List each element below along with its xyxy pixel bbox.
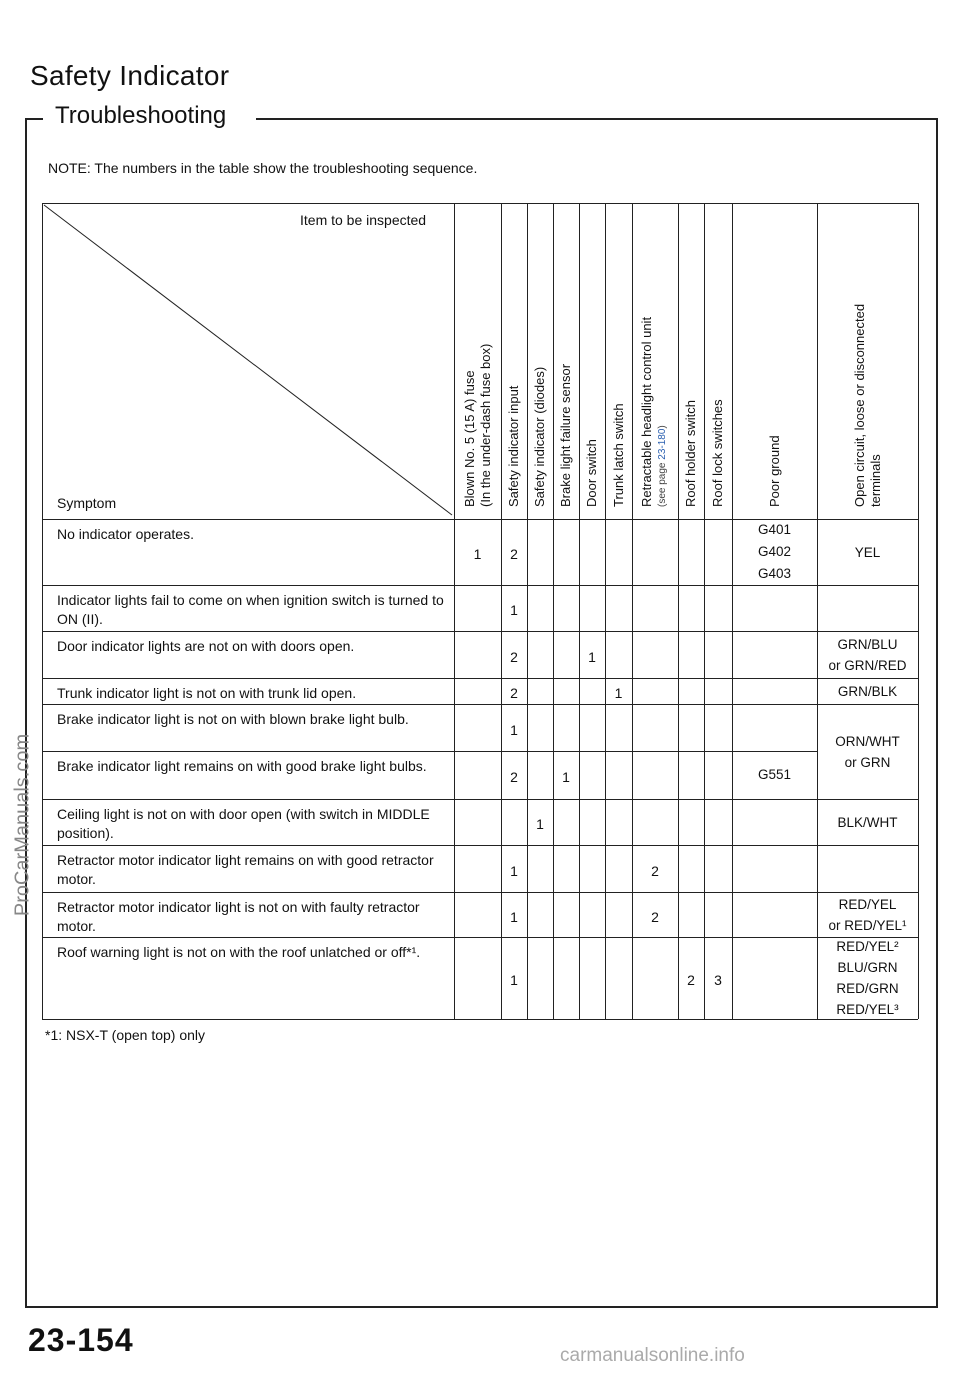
symptom-text: Roof warning light is not on with the roof unlatched or off*¹.	[57, 944, 421, 960]
wire-color-merged	[817, 731, 918, 773]
footnote: *1: NSX-T (open top) only	[45, 1027, 206, 1043]
wire-code: YEL	[854, 544, 881, 560]
symptom-text: Door indicator lights are not on with doors open.	[57, 638, 355, 654]
wire-color	[817, 812, 918, 833]
table-row-line	[42, 892, 918, 893]
wire-code: BLK/WHT	[837, 814, 898, 830]
column-header-text	[462, 344, 494, 507]
table-col-line	[732, 203, 733, 1019]
symptom-text: Trunk indicator light is not on with trunk lid open.	[57, 685, 357, 701]
table-row-line	[42, 678, 918, 679]
ground-code: G402	[757, 544, 792, 559]
item-header: Item to be inspected	[300, 212, 427, 228]
column-header-text	[639, 317, 671, 507]
frame-line	[25, 118, 43, 120]
frame-line	[256, 118, 938, 120]
wire-color	[817, 894, 918, 936]
sequence-number: 2	[510, 546, 518, 562]
sequence-number: 1	[473, 546, 482, 562]
sequence-number: 1	[588, 648, 596, 665]
table-col-line	[527, 203, 528, 1019]
symptom-text: Retractor motor indicator light remains on with good retractor motor.	[57, 852, 434, 887]
table-col-line	[817, 203, 818, 1019]
column-header-line: Poor ground	[766, 435, 782, 507]
page-ref-prefix: (see page	[657, 459, 668, 507]
column-header-line: Door switch	[584, 439, 599, 507]
table-row-line	[42, 631, 918, 632]
symptom-text: Indicator lights fail to come on when ignition switch is turned to ON (II).	[57, 592, 444, 627]
column-header-line: Open circuit, loose or disconnected	[851, 303, 867, 507]
column-header-text	[506, 386, 522, 507]
sequence-number: 1	[510, 908, 518, 925]
wire-code: RED/YEL	[838, 896, 897, 912]
table-row-line	[42, 519, 918, 520]
sequence-number: 2	[687, 972, 695, 988]
table-row-line	[42, 203, 918, 204]
table-row-line	[42, 845, 918, 846]
wire-color	[817, 634, 918, 676]
sequence-number: 2	[510, 769, 518, 785]
wire-code: or GRN	[844, 754, 891, 770]
page-number: 23-154	[28, 1322, 134, 1358]
ground-code: G551	[757, 767, 792, 782]
column-header-text	[683, 400, 699, 507]
ground-point	[732, 519, 817, 585]
header-diagonal	[42, 203, 454, 517]
column-header-text	[611, 403, 627, 507]
table-col-line	[678, 203, 679, 1019]
troubleshooting-table	[42, 203, 918, 1019]
table-row-line	[42, 704, 918, 705]
sequence-number: 3	[714, 972, 722, 988]
sequence-number: 2	[510, 685, 518, 701]
table-col-line	[579, 203, 580, 1019]
table-row-line	[42, 751, 817, 752]
wire-code: GRN/BLK	[837, 683, 898, 699]
wire-code: RED/GRN	[836, 981, 899, 996]
page-ref-link[interactable]: 23-180	[657, 428, 668, 460]
table-row-line	[42, 799, 918, 800]
ground-code: G403	[757, 566, 792, 581]
wire-code: RED/YEL²	[836, 939, 899, 954]
table-row-line	[42, 1019, 918, 1020]
column-header-line: Blown No. 5 (15 A) fuse	[461, 370, 477, 507]
sequence-number: 1	[510, 602, 518, 618]
sequence-number: 2	[651, 862, 659, 879]
sequence-number: 1	[510, 721, 518, 738]
sequence-number: 1	[510, 862, 518, 879]
sequence-number: 2	[651, 908, 659, 925]
page-ref-suffix: )	[657, 425, 668, 429]
column-header-line: Roof lock switches	[710, 399, 725, 507]
ground-point	[732, 764, 817, 786]
table-col-line	[605, 203, 606, 1019]
column-header-text	[584, 439, 600, 507]
watermark-side: ProCarManuals.com	[11, 733, 34, 917]
symptom-text: Brake indicator light remains on with good brake light bulbs.	[57, 758, 427, 774]
symptom-text: No indicator operates.	[57, 526, 194, 542]
sequence-number: 2	[510, 648, 518, 665]
section-title: Troubleshooting	[55, 102, 227, 129]
frame-line	[25, 1306, 938, 1308]
watermark-bottom: carmanualsonline.info	[560, 1345, 745, 1366]
column-header-text	[532, 367, 548, 507]
table-col-line	[918, 203, 919, 1019]
table-row-line	[42, 937, 918, 938]
wire-code: RED/YEL³	[836, 1002, 899, 1017]
column-header-line: Safety indicator input	[506, 385, 521, 507]
symptom-text: Brake indicator light is not on with blown brake light bulb.	[57, 711, 409, 727]
table-col-line	[632, 203, 633, 1019]
sequence-number: 1	[536, 816, 544, 832]
column-header-text	[710, 399, 726, 507]
table-col-line	[501, 203, 502, 1019]
column-header-text	[767, 435, 783, 507]
column-header-line: Trunk latch switch	[610, 403, 626, 507]
column-header-line: Retractable headlight control unit	[639, 316, 654, 507]
sequence-number: 1	[562, 769, 570, 785]
wire-code: or RED/YEL¹	[828, 917, 907, 933]
table-col-line	[454, 203, 455, 1019]
column-header-line: Safety indicator (diodes)	[532, 366, 547, 507]
column-header-text	[852, 304, 884, 507]
table-col-line	[704, 203, 705, 1019]
wire-color	[817, 681, 918, 702]
column-header-text	[558, 364, 574, 507]
wire-color	[817, 542, 918, 563]
page-title: Safety Indicator	[30, 60, 230, 91]
wire-color	[817, 936, 918, 1020]
ground-code: G401	[757, 522, 792, 537]
page-reference	[655, 317, 671, 507]
frame-line	[936, 118, 938, 1308]
sequence-number: 1	[614, 685, 623, 701]
wire-code: or GRN/RED	[828, 657, 907, 673]
column-header-line: Brake light failure sensor	[558, 363, 573, 507]
column-header-line: Roof holder switch	[683, 400, 698, 507]
table-col-line	[553, 203, 554, 1019]
symptom-text: Ceiling light is not on with door open (with switch in MIDDLE position).	[57, 806, 430, 841]
column-header-line: terminals	[867, 454, 883, 507]
wire-code: ORN/WHT	[835, 733, 900, 749]
symptom-text: Retractor motor indicator light is not on with faulty retractor motor.	[57, 899, 420, 934]
sequence-number: 1	[510, 972, 518, 988]
note-text: NOTE: The numbers in the table show the troubleshooting sequence.	[48, 160, 478, 176]
wire-code: BLU/GRN	[837, 960, 898, 975]
table-row-line	[42, 585, 918, 586]
column-header-line: (In the under-dash fuse box)	[477, 343, 493, 507]
symptom-header: Symptom	[57, 495, 117, 511]
wire-code: GRN/BLU	[837, 636, 898, 652]
